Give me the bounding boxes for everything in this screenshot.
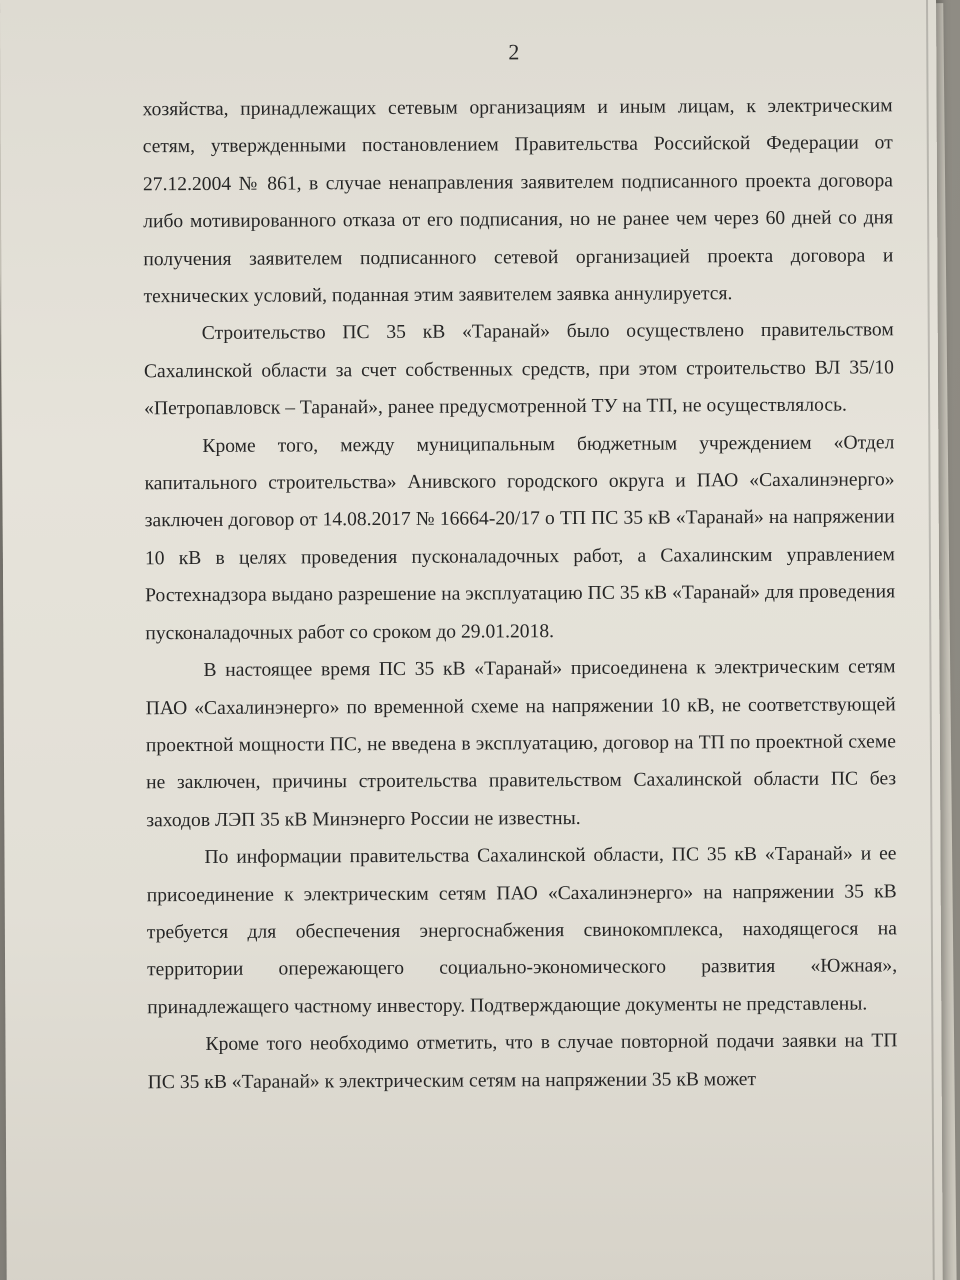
paragraph-continuation: хозяйства, принадлежащих сетевым организациям и иным лицам, к электрическим сетям, утвержденными постановлением Правительства Российской Федерации от 27.12.2004 № 861, в случае ненаправления заявителем подписанного проекта договора либо мотивированного отказа от его подписания, но не ранее чем через 60 дней со дня получения заявителем подписанного сетевой организацией проекта договора и технических условий, поданная этим заявителем заявка аннулируется. [142, 95, 894, 308]
page-number: 2 [508, 39, 520, 65]
paragraph: Строительство ПС 35 кВ «Таранай» было осуществлено правительством Сахалинской области за счет собственных средств, при этом строительство ВЛ 35/10 «Петропавловск – Таранай», ранее предусмотренной ТУ на ТП, не осуществлялось. [143, 319, 894, 420]
document-body [142, 87, 897, 1101]
paragraph: По информации правительства Сахалинской области, ПС 35 кВ «Таранай» и ее присоединение к электрическим сетям ПАО «Сахалинэнерго» на напряжении 35 кВ требуется для обеспечения энергоснабжения свинокомплекса, находящегося на территории опережающего социально-экономического развития «Южная», принадлежащего частному инвестору. Подтверждающие документы не представлены. [146, 843, 898, 1018]
paragraph: Кроме того необходимо отметить, что в случае повторной подачи заявки на ТП ПС 35 кВ «Таранай» к электрическим сетям на напряжении 35 кВ может [147, 1030, 898, 1093]
paragraph: Кроме того, между муниципальным бюджетным учреждением «Отдел капитального строительства» Анивского городского округа и ПАО «Сахалинэнерго» заключен договор от 14.08.2017 № 16664-20/17 о ТП ПС 35 кВ «Таранай» на напряжении 10 кВ в целях проведения пусконаладочных работ, а Сахалинским управлением Ростехнадзора выдано разрешение на эксплуатацию ПС 35 кВ «Таранай» для проведения пусконаладочных работ со сроком до 29.01.2018. [144, 431, 896, 644]
paragraph: В настоящее время ПС 35 кВ «Таранай» присоединена к электрическим сетям ПАО «Сахалинэнерго» по временной схеме на напряжении 10 кВ, не соответствующей проектной мощности ПС, не введена в эксплуатацию, договор на ТП по проектной схеме не заключен, причины строительства правительством Сахалинской области ПС без заходов ЛЭП 35 кВ Минэнерго России не известны. [145, 656, 897, 831]
page-edge [926, 0, 935, 1280]
